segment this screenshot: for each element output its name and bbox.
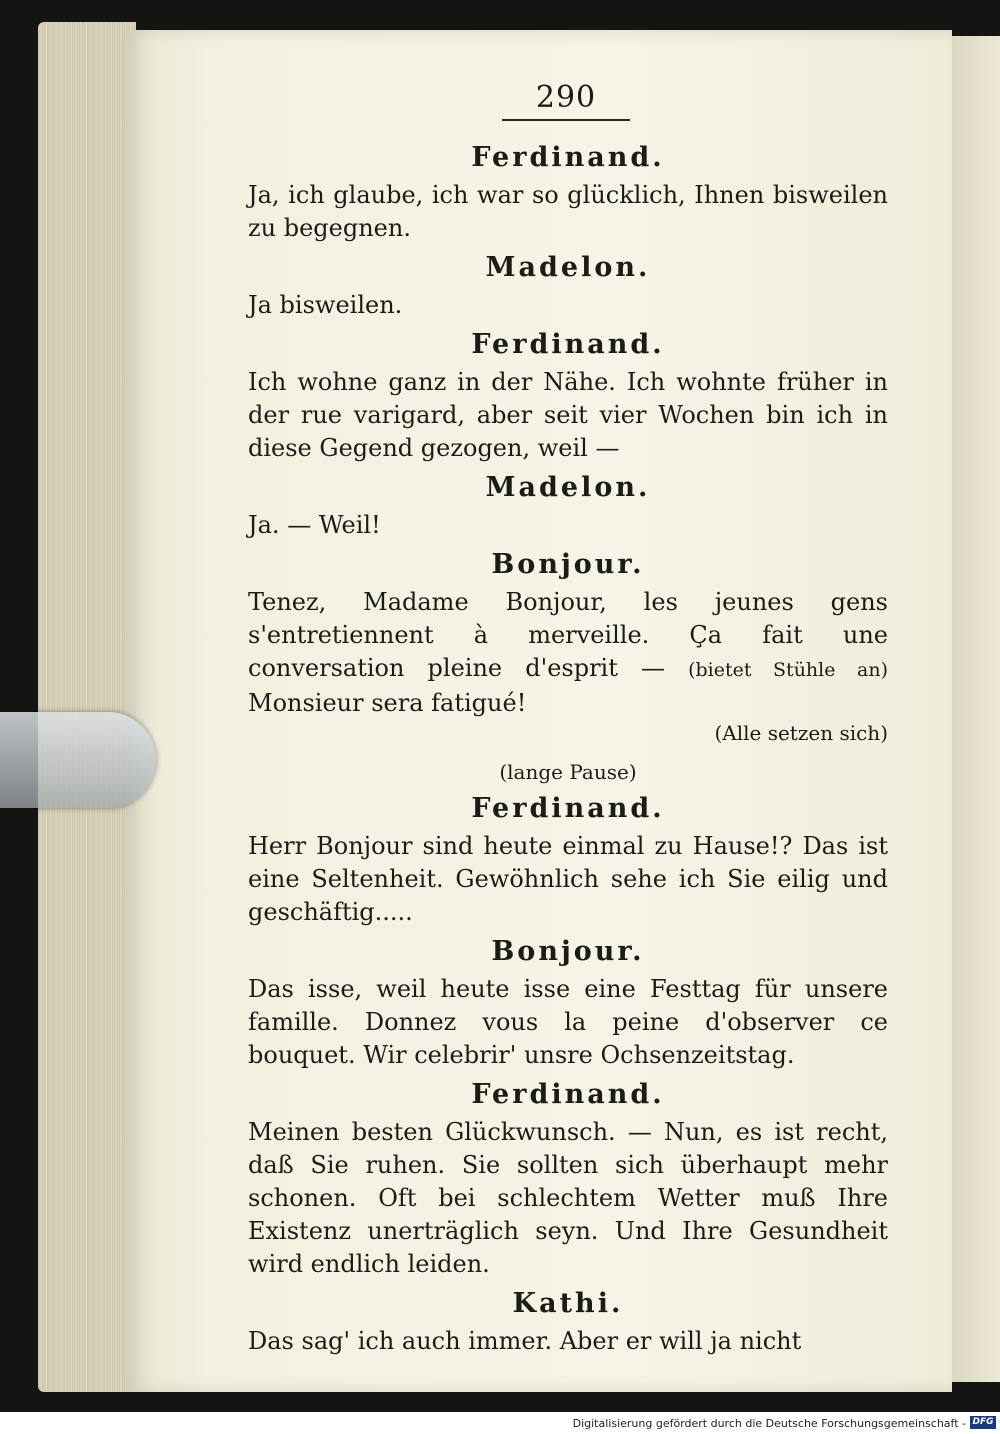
- speech-text: Ich wohne ganz in der Nähe. Ich wohnte früher in der rue varigard, aber seit vier Wochen bin ich in diese Gegend gezogen, weil —: [248, 368, 888, 462]
- speech-text-part: Monsieur sera fatigué!: [248, 689, 527, 717]
- speech-text: Das sag' ich auch immer. Aber er will ja nicht: [248, 1327, 802, 1355]
- speaker-name: Ferdinand.: [471, 329, 665, 360]
- speech-text-with-stage-direction: [248, 586, 888, 748]
- stage-direction: (lange Pause): [499, 760, 637, 784]
- adjacent-page-edge: [952, 36, 1000, 1382]
- speaker-name: Kathi.: [512, 1288, 624, 1319]
- book-page-edges: [38, 22, 136, 1392]
- page-number-rule: [502, 119, 630, 121]
- speech-text: Ja. — Weil!: [248, 511, 381, 539]
- speech-text: Ja bisweilen.: [248, 291, 403, 319]
- footer-bar: [0, 1412, 1000, 1434]
- scanner-page-clamp: [0, 712, 156, 808]
- page-number: 290: [535, 80, 597, 115]
- speaker-name: Bonjour.: [491, 936, 645, 967]
- stage-direction: (Alle setzen sich): [714, 721, 888, 745]
- speaker-name: Madelon.: [485, 252, 651, 283]
- footer-credit: Digitalisierung gefördert durch die Deutsche Forschungsgemeinschaft -: [572, 1417, 966, 1430]
- speaker-name: Ferdinand.: [471, 793, 665, 824]
- page-text: [248, 80, 888, 1364]
- speech-text: Ja, ich glaube, ich war so glücklich, Ihnen bisweilen zu begegnen.: [248, 181, 888, 242]
- speaker-name: Ferdinand.: [471, 142, 665, 173]
- dfg-logo: DFG: [970, 1416, 996, 1429]
- speech-text: Das isse, weil heute isse eine Festtag für unsere famille. Donnez vous la peine d'observer ce bouquet. Wir celebrir' unsre Ochsenzeitstag.: [248, 975, 888, 1069]
- speaker-name: Madelon.: [485, 472, 651, 503]
- inline-stage-direction: (bietet Stühle an): [688, 659, 888, 681]
- speaker-name: Ferdinand.: [471, 1079, 665, 1110]
- speech-text: Herr Bonjour sind heute einmal zu Hause!? Das ist eine Seltenheit. Gewöhnlich sehe ich Sie eilig und geschäftig.....: [248, 832, 888, 926]
- speech-text-part: Tenez, Madame Bonjour, les jeunes gens s'entretiennent à merveille. Ça fait une conversation pleine d'esprit —: [248, 588, 888, 682]
- speech-text: Meinen besten Glückwunsch. — Nun, es ist recht, daß Sie ruhen. Sie sollten sich überhaupt mehr schonen. Oft bei schlechtem Wetter muß Ihre Existenz unerträglich seyn. Und Ihre Gesundheit wird endlich leiden.: [248, 1118, 888, 1278]
- speaker-name: Bonjour.: [491, 549, 645, 580]
